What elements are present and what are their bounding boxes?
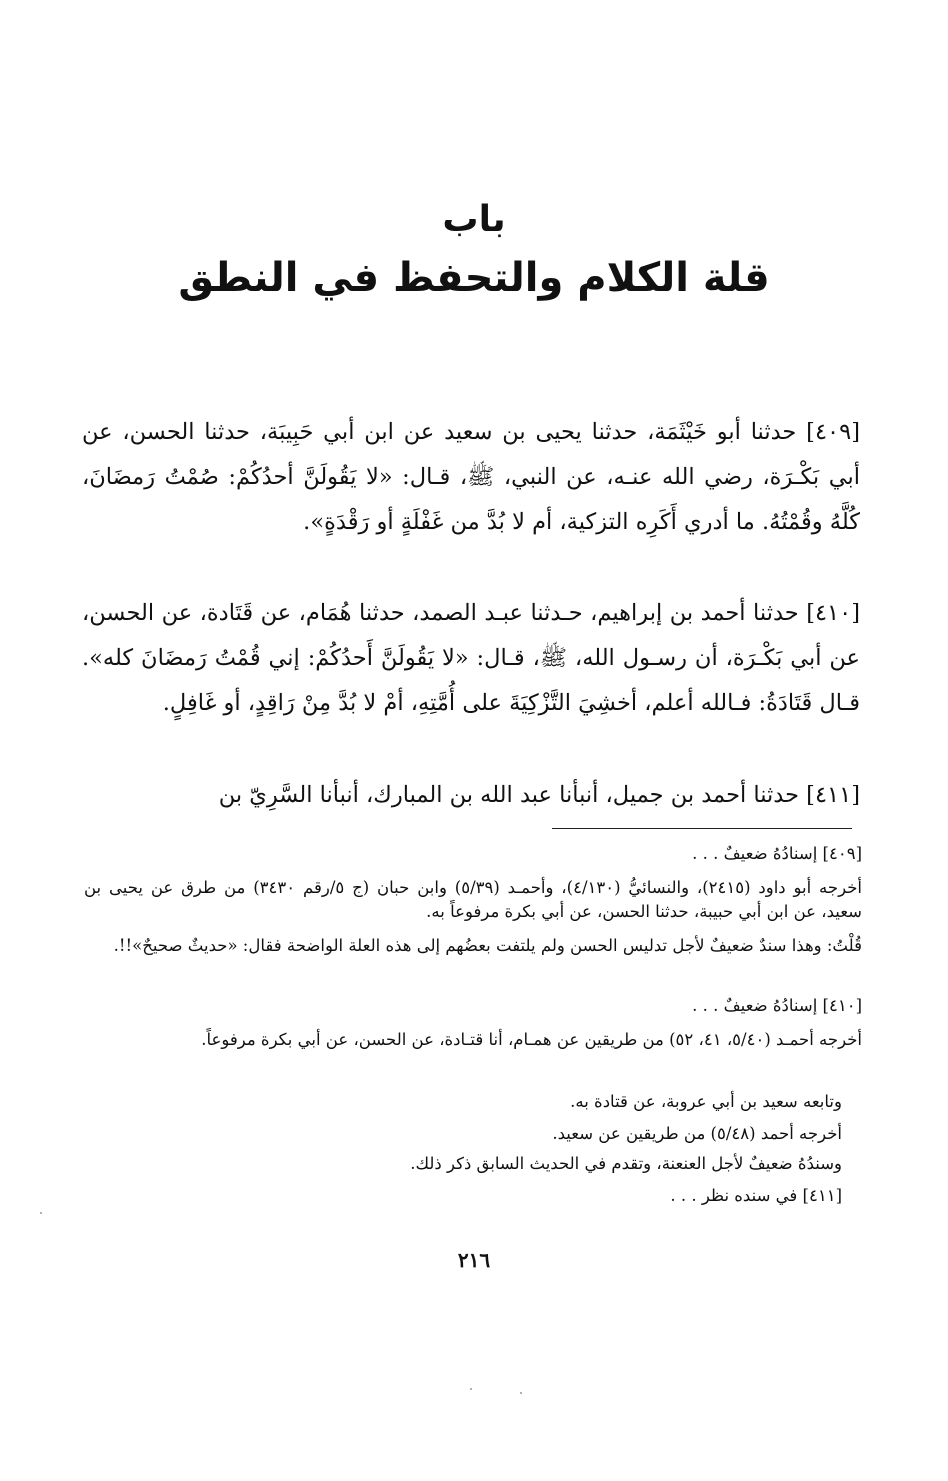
footnote-409-comment: قُلْتُ: وهذا سندٌ ضعيفٌ لأجل تدليس الحسن ولم يلتفت بعضُهم إلى هذه العلة الواضحة فقال: «حديثٌ صحيحٌ»!!. (113, 936, 862, 955)
footnote-410-source-2: أخرجه أحمد (٥/٤٨) من طريقين عن سعيد. (552, 1124, 842, 1143)
hadith-text: حدثنا أبو خَيْثَمَة، حدثنا يحيى بن سعيد عن ابن أبي حَبِيبَة، حدثنا الحسن، عن أبي بَكْـرَة، رضي الله عنـه، عن النبي، ﷺ، قـال: «لا يَقُولَنَّ أحدُكُمْ: صُمْتُ رَمضَانَ، كُلَّهُ وقُمْتُهُ. ما أدري أَكَرِه التزكية، أم لا بُدَّ من غَفْلَةٍ أو رَقْدَةٍ». (82, 419, 860, 535)
page-number: ٢١٦ (457, 1248, 491, 1272)
hadith-411 (82, 773, 860, 818)
scan-speck (470, 1388, 472, 1390)
hadith-text: حدثنا أحمد بن إبراهيم، حـدثنا عبـد الصمد، حدثنا هُمَام، عن قَتَادة، عن الحسن، عن أبي بَكْـرَة، أن رسـول الله، ﷺ، قـال: «لا يَقُولَنَّ أَحدُكُمْ: إني قُمْتُ رَمضَانَ كله». قـال قَتَادَةُ: فـالله أعلم، أخشِيَ التَّزْكِيَةَ على أُمَّتِهِ، أمْ لا بُدَّ مِنْ رَاقِدٍ، أو غَافِلٍ. (82, 600, 860, 716)
chapter-title: قلة الكلام والتحفظ في النطق (178, 255, 770, 301)
footnote-409-grade: [٤٠٩] إسنادُهُ ضعيفٌ . . . (692, 844, 862, 863)
scan-speck (40, 1212, 42, 1214)
hadith-409 (82, 410, 860, 545)
hadith-number: [٤١٠] (806, 600, 861, 626)
scan-speck (520, 1392, 522, 1394)
hadith-number: [٤٠٩] (806, 419, 860, 445)
footnote-410-grade: [٤١٠] إسنادُهُ ضعيفٌ . . . (692, 996, 862, 1015)
footnote-411-grade: [٤١١] في سنده نظر . . . (670, 1186, 842, 1205)
hadith-text: حدثنا أحمد بن جميل، أنبأنا عبد الله بن المبارك، أنبأنا السَّرِيّ بن (218, 782, 800, 808)
hadith-number: [٤١١] (806, 782, 860, 808)
footnote-410-comment: وسندُهُ ضعيفٌ لأجل العنعنة، وتقدم في الحديث السابق ذكر ذلك. (410, 1154, 842, 1173)
hadith-410 (82, 591, 860, 726)
footnote-divider (552, 828, 852, 829)
footnote-409-sources: أخرجه أبو داود (٢٤١٥)، والنسائيُّ (٤/١٣٠)، وأحمـد (٥/٣٩) وابن حبان (ج ٥/رقم ٣٤٣٠) من طرق عن يحيى بن سعيد، عن ابن أبي حبيبة، حدثنا الحسن، عن أبي بكرة مرفوعاً به. (84, 878, 862, 921)
footnote-410-followup: وتابعه سعيد بن أبي عروبة، عن قتادة به. (570, 1092, 842, 1111)
chapter-label: باب (442, 199, 506, 240)
footnote-410-sources: أخرجه أحمـد (٥/٤٠، ٤١، ٥٢) من طريقين عن همـام، أنا قتـادة، عن الحسن، عن أبي بكرة مرفوعاً. (201, 1030, 862, 1049)
